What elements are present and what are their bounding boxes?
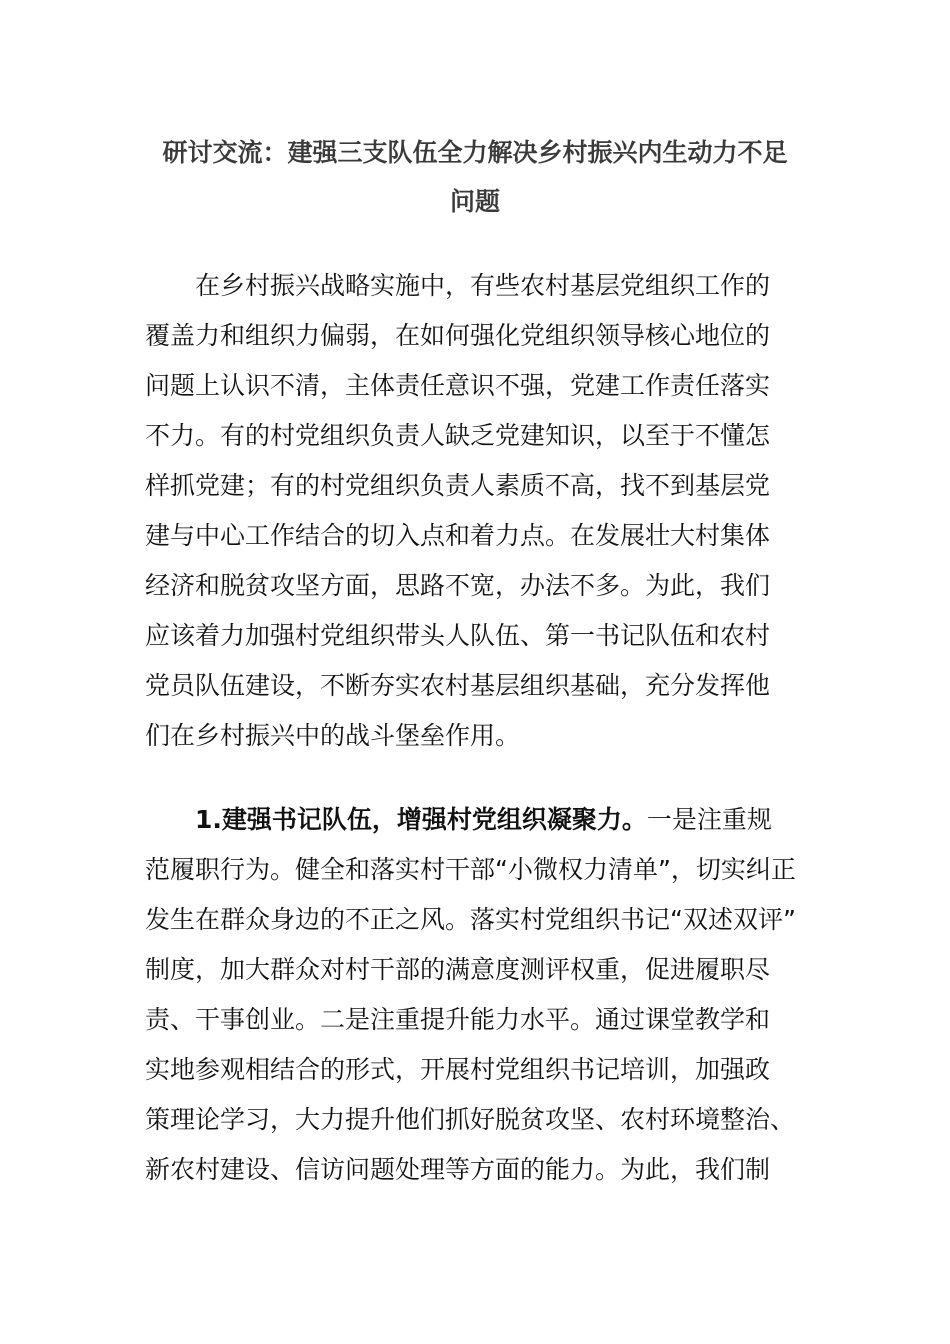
paragraph-line: 问题上认识不清，主体责任意识不强，党建工作责任落实 (145, 371, 771, 400)
title-line: 问题 (449, 187, 500, 216)
paragraph-line: 范履职行为。健全和落实村干部“小微权力清单”，切实纠正 (145, 855, 796, 884)
paragraph-line: 应该着力加强村党组织带头人队伍、第一书记队伍和农村 (145, 621, 771, 650)
document-title (145, 128, 805, 226)
paragraph-first-line (145, 795, 800, 845)
paragraph-line: 们在乡村振兴中的战斗堡垒作用。 (145, 721, 521, 750)
paragraph-line-rest: 一是注重规 (646, 805, 772, 834)
paragraph-line: 实地参观相结合的形式，开展村党组织书记培训，加强政 (145, 1055, 771, 1084)
paragraph-line: 新农村建设、信访问题处理等方面的能力。为此，我们制 (145, 1155, 771, 1184)
paragraph-line: 不力。有的村党组织负责人缺乏党建知识，以至于不懂怎 (145, 421, 771, 450)
paragraph-line: 制度，加大群众对村干部的满意度测评权重，促进履职尽 (145, 955, 771, 984)
paragraph-line: 责、干事创业。二是注重提升能力水平。通过课堂教学和 (145, 1005, 771, 1034)
paragraph-line: 经济和脱贫攻坚方面，思路不宽，办法不多。为此，我们 (145, 571, 771, 600)
paragraph-line: 策理论学习，大力提升他们抓好脱贫攻坚、农村环境整治、 (145, 1105, 796, 1134)
body-paragraph-intro (145, 261, 800, 761)
body-paragraph-section-1 (145, 795, 800, 1195)
paragraph-line: 党员队伍建设，不断夯实农村基层组织基础，充分发挥他 (145, 671, 771, 700)
paragraph-line: 样抓党建；有的村党组织负责人素质不高，找不到基层党 (145, 471, 771, 500)
paragraph-line: 覆盖力和组织力偏弱，在如何强化党组织领导核心地位的 (145, 321, 771, 350)
paragraph-line: 在乡村振兴战略实施中，有些农村基层党组织工作的 (195, 271, 771, 300)
paragraph-line: 发生在群众身边的不正之风。落实村党组织书记“双述双评” (145, 905, 796, 934)
section-heading: 1.建强书记队伍，增强村党组织凝聚力。 (195, 805, 647, 834)
paragraph-line: 建与中心工作结合的切入点和着力点。在发展壮大村集体 (145, 521, 771, 550)
title-line: 研讨交流：建强三支队伍全力解决乡村振兴内生动力不足 (162, 138, 788, 167)
